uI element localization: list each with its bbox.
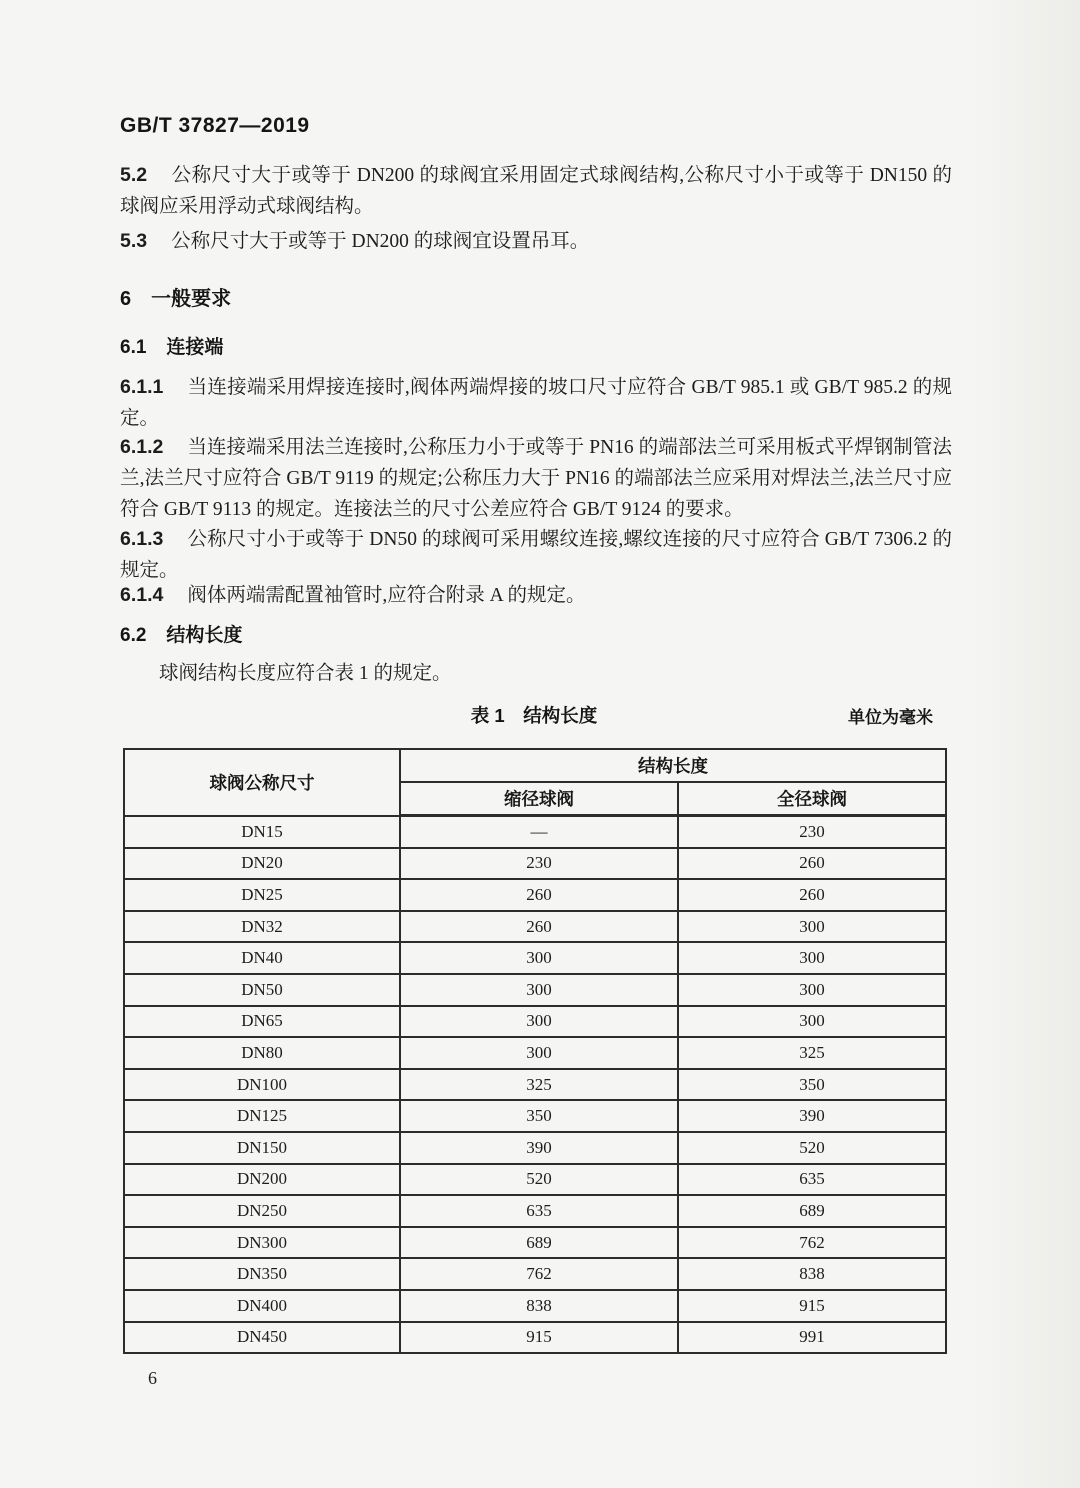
clause-text: 公称尺寸小于或等于 DN50 的球阀可采用螺纹连接,螺纹连接的尺寸应符合 GB/T 7306.2 的规定。 bbox=[120, 529, 952, 581]
table-row bbox=[124, 942, 946, 974]
table-row bbox=[124, 879, 946, 911]
clause-text: 当连接端采用法兰连接时,公称压力小于或等于 PN16 的端部法兰可采用板式平焊钢制管法兰,法兰尺寸应符合 GB/T 9119 的规定;公称压力大于 PN16 的端部法兰应采用对焊法兰,法兰尺寸应符合 GB/T 9113 的规定。连接法兰的尺寸公差应符合 GB/T 9124 的要求。 bbox=[120, 437, 952, 520]
clause-number: 6.1.2 bbox=[120, 436, 164, 458]
dn-size-cell: DN32 bbox=[124, 911, 400, 943]
dn-size-cell: DN300 bbox=[124, 1227, 400, 1259]
section-number: 6.1 bbox=[120, 337, 147, 358]
clause-6-1-2 bbox=[120, 432, 952, 525]
dn-size-cell: DN150 bbox=[124, 1132, 400, 1164]
section-title: 结构长度 bbox=[166, 625, 243, 646]
table-row bbox=[124, 1037, 946, 1069]
dn-size-cell: DN80 bbox=[124, 1037, 400, 1069]
dn-size-cell: DN50 bbox=[124, 974, 400, 1006]
full-bore-value-cell: 762 bbox=[678, 1227, 946, 1259]
table-row bbox=[124, 1322, 946, 1354]
full-bore-value-cell: 300 bbox=[678, 942, 946, 974]
dn-size-cell: DN250 bbox=[124, 1195, 400, 1227]
dn-size-cell: DN20 bbox=[124, 848, 400, 880]
full-bore-value-cell: 520 bbox=[678, 1132, 946, 1164]
table-row bbox=[124, 1100, 946, 1132]
section-number: 6.2 bbox=[120, 625, 147, 646]
table-row bbox=[124, 816, 946, 848]
reduced-bore-value-cell: 260 bbox=[400, 879, 678, 911]
dn-size-cell: DN200 bbox=[124, 1164, 400, 1196]
dn-size-cell: DN65 bbox=[124, 1006, 400, 1038]
reduced-bore-value-cell: 300 bbox=[400, 1037, 678, 1069]
full-bore-value-cell: 915 bbox=[678, 1290, 946, 1322]
full-bore-value-cell: 350 bbox=[678, 1069, 946, 1101]
clause-text: 公称尺寸大于或等于 DN200 的球阀宜采用固定式球阀结构,公称尺寸小于或等于 DN150 的球阀应采用浮动式球阀结构。 bbox=[120, 165, 952, 217]
table-row bbox=[124, 1258, 946, 1290]
section-title: 连接端 bbox=[166, 337, 224, 358]
header-dn-size: 球阀公称尺寸 bbox=[124, 749, 400, 816]
reduced-bore-value-cell: 300 bbox=[400, 942, 678, 974]
clause-number: 6.1.4 bbox=[120, 584, 164, 606]
table-body bbox=[124, 816, 946, 1354]
reduced-bore-value-cell: 300 bbox=[400, 974, 678, 1006]
clause-number: 5.2 bbox=[120, 164, 148, 186]
clause-number: 6.1.3 bbox=[120, 528, 164, 550]
clause-6-1-1 bbox=[120, 372, 952, 434]
table-header bbox=[124, 749, 946, 816]
clause-number: 5.3 bbox=[120, 230, 148, 252]
clause-text: 公称尺寸大于或等于 DN200 的球阀宜设置吊耳。 bbox=[171, 231, 590, 252]
full-bore-value-cell: 300 bbox=[678, 974, 946, 1006]
table-row bbox=[124, 1006, 946, 1038]
section-title: 一般要求 bbox=[151, 288, 232, 310]
header-structure-length-group: 结构长度 bbox=[400, 749, 946, 782]
dn-size-cell: DN40 bbox=[124, 942, 400, 974]
table-intro-text: 球阀结构长度应符合表 1 的规定。 bbox=[159, 663, 452, 684]
reduced-bore-value-cell: 300 bbox=[400, 1006, 678, 1038]
header-full-bore: 全径球阀 bbox=[678, 782, 946, 816]
full-bore-value-cell: 689 bbox=[678, 1195, 946, 1227]
reduced-bore-value-cell: 350 bbox=[400, 1100, 678, 1132]
table-row bbox=[124, 1132, 946, 1164]
reduced-bore-value-cell: 230 bbox=[400, 848, 678, 880]
full-bore-value-cell: 838 bbox=[678, 1258, 946, 1290]
clause-text: 当连接端采用焊接连接时,阀体两端焊接的坡口尺寸应符合 GB/T 985.1 或 GB/T 985.2 的规定。 bbox=[120, 377, 952, 429]
full-bore-value-cell: 300 bbox=[678, 1006, 946, 1038]
table-header-row-group bbox=[124, 749, 946, 782]
reduced-bore-value-cell: — bbox=[400, 816, 678, 848]
clause-text: 阀体两端需配置袖管时,应符合附录 A 的规定。 bbox=[187, 585, 586, 606]
standard-code-header: GB/T 37827—2019 bbox=[120, 114, 310, 137]
table-row bbox=[124, 911, 946, 943]
full-bore-value-cell: 325 bbox=[678, 1037, 946, 1069]
dn-size-cell: DN125 bbox=[124, 1100, 400, 1132]
clause-6-1-4 bbox=[120, 580, 952, 611]
full-bore-value-cell: 260 bbox=[678, 848, 946, 880]
table-row bbox=[124, 848, 946, 880]
structure-length-table bbox=[123, 748, 947, 1354]
clause-number: 6.1.1 bbox=[120, 376, 164, 398]
table-row bbox=[124, 1164, 946, 1196]
table-caption: 表 1 结构长度 bbox=[470, 705, 598, 726]
full-bore-value-cell: 300 bbox=[678, 911, 946, 943]
clause-5-3 bbox=[120, 226, 952, 257]
dn-size-cell: DN450 bbox=[124, 1322, 400, 1354]
header-reduced-bore: 缩径球阀 bbox=[400, 782, 678, 816]
table-row bbox=[124, 1290, 946, 1322]
full-bore-value-cell: 390 bbox=[678, 1100, 946, 1132]
reduced-bore-value-cell: 520 bbox=[400, 1164, 678, 1196]
full-bore-value-cell: 230 bbox=[678, 816, 946, 848]
full-bore-value-cell: 260 bbox=[678, 879, 946, 911]
dn-size-cell: DN350 bbox=[124, 1258, 400, 1290]
table-caption-row bbox=[123, 702, 945, 728]
section-6-2-heading bbox=[120, 620, 952, 647]
clause-6-1-3 bbox=[120, 524, 952, 586]
reduced-bore-value-cell: 689 bbox=[400, 1227, 678, 1259]
table-row bbox=[124, 1069, 946, 1101]
reduced-bore-value-cell: 260 bbox=[400, 911, 678, 943]
table-unit-note: 单位为毫米 bbox=[848, 708, 933, 727]
reduced-bore-value-cell: 390 bbox=[400, 1132, 678, 1164]
dn-size-cell: DN400 bbox=[124, 1290, 400, 1322]
table-row bbox=[124, 1195, 946, 1227]
reduced-bore-value-cell: 915 bbox=[400, 1322, 678, 1354]
table-row bbox=[124, 1227, 946, 1259]
table-row bbox=[124, 974, 946, 1006]
section-number: 6 bbox=[120, 288, 132, 310]
reduced-bore-value-cell: 838 bbox=[400, 1290, 678, 1322]
reduced-bore-value-cell: 635 bbox=[400, 1195, 678, 1227]
clause-5-2 bbox=[120, 160, 952, 222]
dn-size-cell: DN100 bbox=[124, 1069, 400, 1101]
dn-size-cell: DN15 bbox=[124, 816, 400, 848]
reduced-bore-value-cell: 325 bbox=[400, 1069, 678, 1101]
section-6-heading bbox=[120, 282, 952, 311]
full-bore-value-cell: 635 bbox=[678, 1164, 946, 1196]
dn-size-cell: DN25 bbox=[124, 879, 400, 911]
reduced-bore-value-cell: 762 bbox=[400, 1258, 678, 1290]
full-bore-value-cell: 991 bbox=[678, 1322, 946, 1354]
page-number: 6 bbox=[148, 1368, 157, 1388]
section-6-1-heading bbox=[120, 332, 952, 359]
